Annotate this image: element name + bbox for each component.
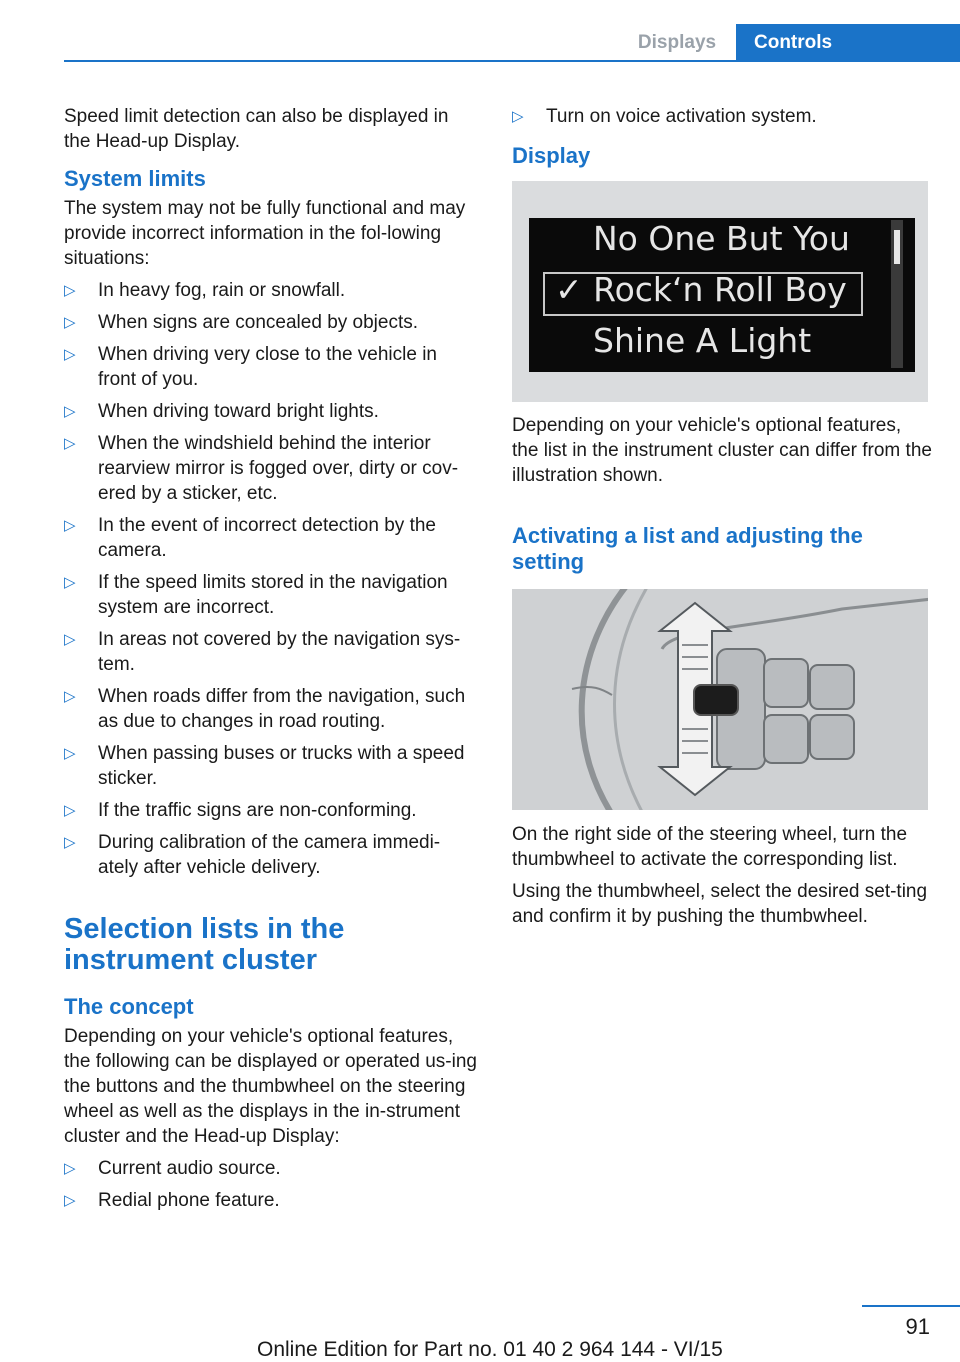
system-limits-text: The system may not be fully functional and may provide incorrect information in the fol-lowing situations: bbox=[64, 198, 466, 269]
list-item: ▷ When driving toward bright lights. bbox=[64, 401, 379, 422]
list-item: ▷ In the event of incorrect detection by the camera. bbox=[64, 515, 436, 561]
cluster-scrollbar-thumb bbox=[894, 230, 900, 264]
tab-controls[interactable]: Controls bbox=[736, 24, 960, 61]
bullet-marker-icon: ▷ bbox=[64, 631, 76, 648]
list-item: ▷ Turn on voice activation system. bbox=[512, 106, 817, 127]
list-item: ▷ When driving very close to the vehicle in front of you. bbox=[64, 344, 437, 390]
cluster-scrollbar bbox=[891, 220, 903, 368]
left-column bbox=[64, 104, 478, 1213]
list-item: ▷ If the traffic signs are non-conforming. bbox=[64, 800, 417, 821]
concept-list bbox=[64, 1156, 478, 1213]
bullet-marker-icon: ▷ bbox=[64, 435, 76, 452]
bullet-marker-icon: ▷ bbox=[64, 1192, 76, 1209]
intro-paragraph: Speed limit detection can also be displayed in the Head-up Display. bbox=[64, 106, 449, 152]
bullet-marker-icon: ▷ bbox=[64, 1160, 76, 1177]
concept-heading: The concept bbox=[64, 994, 194, 1019]
system-limits-list bbox=[64, 278, 478, 880]
footer-rule bbox=[862, 1305, 960, 1307]
section-heading: Selection lists in the instrument cluster bbox=[64, 913, 345, 976]
list-item: ▷ If the speed limits stored in the navigation system are incorrect. bbox=[64, 572, 448, 618]
instrument-cluster-figure bbox=[512, 181, 928, 402]
steering-caption-2: Using the thumbwheel, select the desired set-ting and confirm it by pushing the thumbwheel. bbox=[512, 881, 928, 927]
list-item: ▷ In heavy fog, rain or snowfall. bbox=[64, 280, 346, 301]
list-item: ▷ When passing buses or trucks with a speed sticker. bbox=[64, 743, 465, 789]
voice-list bbox=[512, 104, 932, 129]
list-item: ▷ When roads differ from the navigation, such as due to changes in road routing. bbox=[64, 686, 466, 732]
bullet-marker-icon: ▷ bbox=[64, 282, 76, 299]
steering-wheel-illustration bbox=[512, 589, 928, 810]
check-icon: ✓ bbox=[555, 270, 583, 309]
list-item: ▷ During calibration of the camera immedi-ately after vehicle delivery. bbox=[64, 832, 441, 878]
list-item: ▷ When the windshield behind the interior rearview mirror is fogged over, dirty or cov-ered by a sticker, etc. bbox=[64, 433, 459, 504]
right-column bbox=[512, 104, 932, 929]
bullet-marker-icon: ▷ bbox=[64, 314, 76, 331]
page-number: 91 bbox=[905, 1314, 930, 1339]
bullet-marker-icon: ▷ bbox=[64, 346, 76, 363]
bullet-marker-icon: ▷ bbox=[64, 574, 76, 591]
cluster-list-item: No One But You bbox=[593, 219, 850, 258]
concept-paragraph: Depending on your vehicle's optional features, the following can be displayed or operated us-ing the buttons and the thumbwheel on the steering wheel as well as the displays in the in-strument cluster and the Head-up Display: bbox=[64, 1026, 477, 1147]
list-item: ▷ When signs are concealed by objects. bbox=[64, 312, 419, 333]
cluster-list-item: Shine A Light bbox=[593, 321, 812, 360]
bullet-marker-icon: ▷ bbox=[64, 802, 76, 819]
bullet-marker-icon: ▷ bbox=[512, 108, 524, 125]
system-limits-heading: System limits bbox=[64, 166, 206, 191]
display-heading: Display bbox=[512, 143, 591, 168]
display-caption: Depending on your vehicle's optional features, the list in the instrument cluster can differ from the illustration shown. bbox=[512, 415, 932, 486]
list-item: ▷ In areas not covered by the navigation sys-tem. bbox=[64, 629, 461, 675]
list-item: ▷ Redial phone feature. bbox=[64, 1190, 280, 1211]
tab-displays[interactable]: Displays bbox=[637, 32, 717, 53]
list-item: ▷ Current audio source. bbox=[64, 1158, 281, 1179]
bullet-marker-icon: ▷ bbox=[64, 745, 76, 762]
steering-wheel-figure bbox=[512, 589, 928, 810]
bullet-marker-icon: ▷ bbox=[64, 688, 76, 705]
cluster-list-item-selected: ✓ Rock‘n Roll Boy bbox=[555, 270, 847, 309]
activating-heading: Activating a list and adjusting the setting bbox=[512, 523, 863, 574]
bullet-marker-icon: ▷ bbox=[64, 517, 76, 534]
cluster-screen bbox=[529, 218, 915, 372]
steering-caption-1: On the right side of the steering wheel, turn the thumbwheel to activate the corresponding list. bbox=[512, 824, 908, 870]
edition-footer: Online Edition for Part no. 01 40 2 964 144 - VI/15 bbox=[257, 1338, 723, 1361]
bullet-marker-icon: ▷ bbox=[64, 834, 76, 851]
bullet-marker-icon: ▷ bbox=[64, 403, 76, 420]
